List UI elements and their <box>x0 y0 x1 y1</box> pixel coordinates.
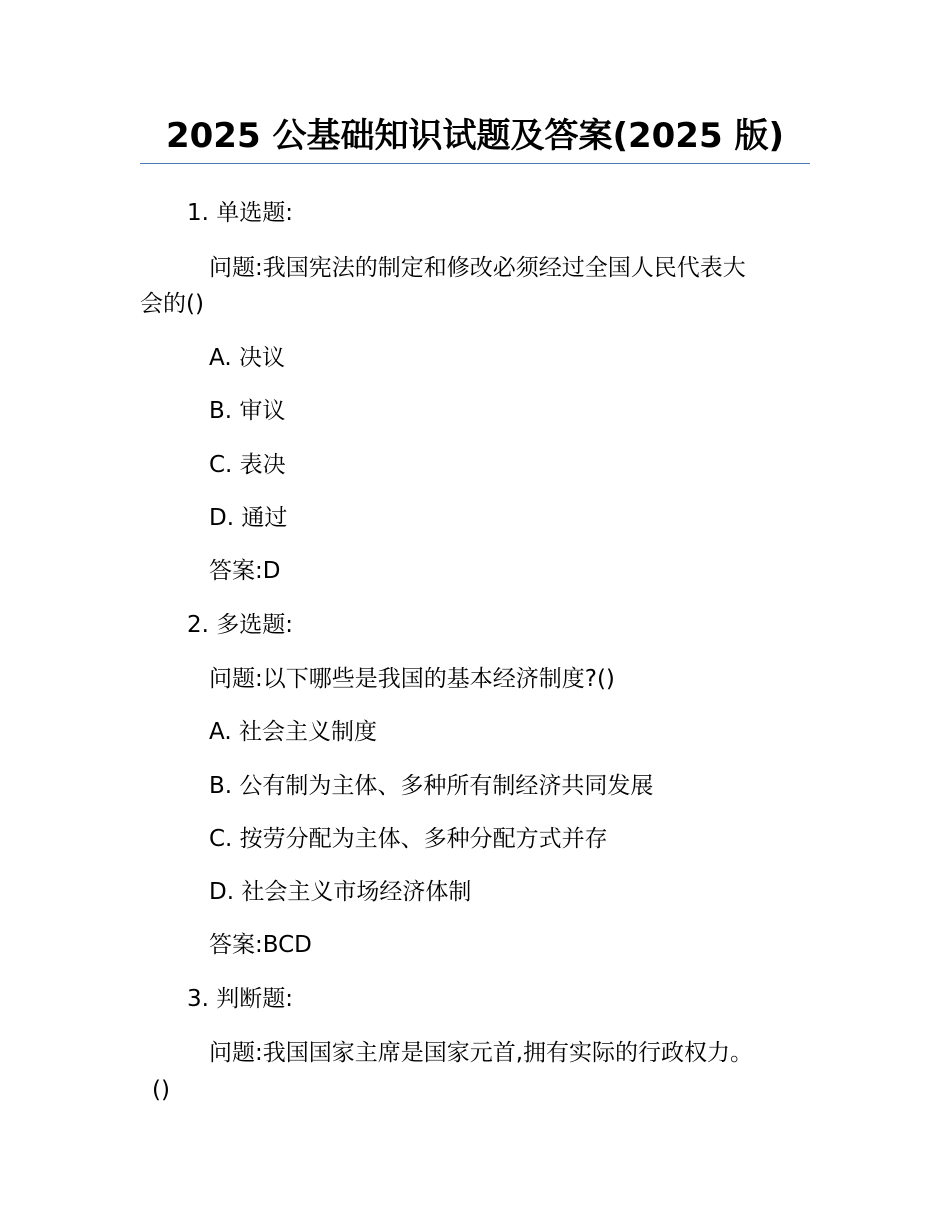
title-underline <box>140 163 810 164</box>
question-1-option-d: D. 通过 <box>209 505 288 531</box>
question-1-answer: 答案:D <box>209 558 281 584</box>
question-1-text-cont: 会的() <box>140 291 204 317</box>
question-2-option-b: B. 公有制为主体、多种所有制经济共同发展 <box>209 773 654 799</box>
question-1-option-b: B. 审议 <box>209 398 286 424</box>
question-3-heading: 3. 判断题: <box>187 986 294 1012</box>
question-2-heading: 2. 多选题: <box>187 612 294 638</box>
question-1-text: 问题:我国宪法的制定和修改必须经过全国人民代表大 <box>209 255 746 281</box>
question-1-option-a: A. 决议 <box>209 345 285 371</box>
question-2-option-c: C. 按劳分配为主体、多种分配方式并存 <box>209 826 608 852</box>
question-2-option-d: D. 社会主义市场经济体制 <box>209 879 472 905</box>
question-1-option-c: C. 表决 <box>209 452 286 478</box>
question-2-option-a: A. 社会主义制度 <box>209 719 377 745</box>
question-3-text-cont: () <box>152 1077 170 1103</box>
question-3-text: 问题:我国国家主席是国家元首,拥有实际的行政权力。 <box>209 1040 754 1066</box>
question-1-heading: 1. 单选题: <box>187 200 294 226</box>
document-title: 2025 公基础知识试题及答案(2025 版) <box>165 116 784 156</box>
question-2-answer: 答案:BCD <box>209 932 312 958</box>
question-2-text: 问题:以下哪些是我国的基本经济制度?() <box>209 666 615 692</box>
